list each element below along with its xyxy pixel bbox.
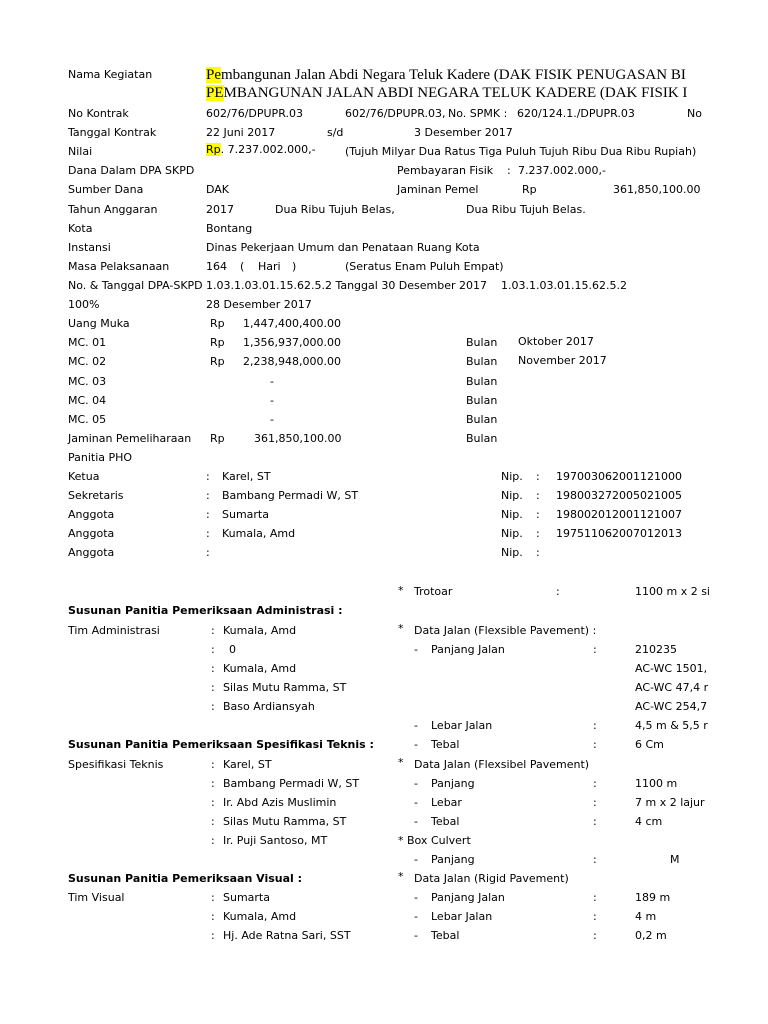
dash: -: [414, 777, 418, 790]
colon: :: [211, 929, 215, 942]
mc-month: Oktober 2017: [518, 335, 594, 348]
label-no: No: [687, 107, 702, 120]
kota-value: Bontang: [206, 222, 253, 235]
tanggal-start: 22 Juni 2017: [206, 126, 276, 139]
colon: :: [211, 643, 215, 656]
colon: :: [211, 815, 215, 828]
nip-label: Nip.: [501, 546, 523, 559]
rigid-panjang-value: 189 m: [635, 891, 671, 904]
label-dana-dpa: Dana Dalam DPA SKPD: [68, 164, 195, 177]
pho-name: Karel, ST: [222, 470, 271, 483]
colon: :: [593, 910, 597, 923]
pho-role: Anggota: [68, 546, 115, 559]
bulan: Bulan: [466, 375, 498, 388]
spek-member: Silas Mutu Ramma, ST: [223, 815, 347, 828]
label-no-kontrak: No Kontrak: [68, 107, 129, 120]
colon: :: [211, 796, 215, 809]
spek-member: Ir. Abd Azis Muslimin: [223, 796, 337, 809]
trotoar-value: 1100 m x 2 si: [635, 585, 710, 598]
paren-close: ): [292, 260, 297, 273]
flex2-lebar-value: 7 m x 2 lajur: [635, 796, 705, 809]
pho-nip: 198003272005021005: [556, 489, 682, 502]
colon: :: [556, 585, 560, 598]
flex-tebal-value: 6 Cm: [635, 738, 664, 751]
label-pembayaran-fisik: Pembayaran Fisik: [397, 164, 494, 177]
tahun-words2: Dua Ribu Tujuh Belas.: [466, 203, 586, 216]
rp: Rp: [210, 355, 225, 368]
label-nilai: Nilai: [68, 145, 93, 158]
label-tahun-anggaran: Tahun Anggaran: [68, 203, 158, 216]
colon: :: [593, 853, 597, 866]
bullet-star: *: [398, 870, 404, 883]
label-sumber-dana: Sumber Dana: [68, 183, 144, 196]
colon: :: [593, 891, 597, 904]
mc-label: MC. 03: [68, 375, 107, 388]
dpa-value: 1.03.1.03.01.15.62.5.2 Tanggal 30 Desember 2017: [206, 279, 488, 292]
label-masa-pelaksanaan: Masa Pelaksanaan: [68, 260, 170, 273]
visual-title: Susunan Panitia Pemeriksaan Visual :: [68, 872, 303, 885]
rp: Rp: [210, 336, 225, 349]
dpa-value2: 1.03.1.03.01.15.62.5.2: [501, 279, 627, 292]
pho-role: Sekretaris: [68, 489, 124, 502]
bulan: Bulan: [466, 432, 498, 445]
bullet-star: *: [398, 756, 404, 769]
rp-highlight: Rp: [206, 143, 221, 156]
colon: :: [593, 643, 597, 656]
colon: :: [206, 508, 210, 521]
tebal-label: Tebal: [431, 815, 460, 828]
nilai-amount: . 7.237.002.000,-: [220, 143, 316, 156]
bulan: Bulan: [466, 394, 498, 407]
pct-date: 28 Desember 2017: [206, 298, 312, 311]
flex2-title: Data Jalan (Flexsibel Pavement): [414, 758, 590, 771]
colon: :: [211, 891, 215, 904]
admin-member: Silas Mutu Ramma, ST: [223, 681, 347, 694]
colon: :: [211, 777, 215, 790]
colon: :: [593, 738, 597, 751]
dash: -: [414, 910, 418, 923]
dash: -: [270, 375, 274, 388]
admin-member: Kumala, Amd: [223, 624, 297, 637]
colon: :: [536, 508, 540, 521]
paren-open: (: [240, 260, 245, 273]
dash: -: [414, 853, 418, 866]
tahun-words: Dua Ribu Tujuh Belas,: [275, 203, 395, 216]
admin-label: Tim Administrasi: [68, 624, 160, 637]
project-title-line1: [206, 66, 686, 84]
pho-name: Bambang Permadi W, ST: [222, 489, 359, 502]
colon: :: [507, 164, 511, 177]
rigid-title: Data Jalan (Rigid Pavement): [414, 872, 569, 885]
no-kontrak-value: 602/76/DPUPR.03: [206, 107, 303, 120]
dash: -: [414, 929, 418, 942]
flex2-tebal-value: 4 cm: [635, 815, 663, 828]
colon: :: [211, 758, 215, 771]
admin-member: Kumala, Amd: [223, 662, 297, 675]
tebal-label: Tebal: [431, 738, 460, 751]
pho-nip: 198002012001121007: [556, 508, 682, 521]
spek-member: Ir. Puji Santoso, MT: [223, 834, 328, 847]
pho-title: Panitia PHO: [68, 451, 133, 464]
tebal-label: Tebal: [431, 929, 460, 942]
bullet-star: *: [398, 584, 404, 597]
dash: -: [414, 719, 418, 732]
hari: Hari: [258, 260, 281, 273]
masa-value: 164: [206, 260, 227, 273]
panjang-label: Panjang: [431, 777, 475, 790]
lebar-jalan-label: Lebar Jalan: [431, 719, 493, 732]
tahun-value: 2017: [206, 203, 234, 216]
colon: :: [211, 700, 215, 713]
spek-label: Spesifikasi Teknis: [68, 758, 164, 771]
mc-label: MC. 01: [68, 336, 107, 349]
pho-nip: 197511062007012013: [556, 527, 682, 540]
colon: :: [536, 489, 540, 502]
visual-member: Kumala, Amd: [223, 910, 297, 923]
jaminan-pemel-value: 361,850,100.00: [613, 183, 701, 196]
colon: :: [211, 834, 215, 847]
dash: -: [414, 815, 418, 828]
admin-title: Susunan Panitia Pemeriksaan Administrasi :: [68, 604, 343, 617]
colon: :: [536, 546, 540, 559]
bullet-star: *: [398, 622, 404, 635]
panjang-jalan-label: Panjang Jalan: [431, 891, 505, 904]
rigid-lebar-value: 4 m: [635, 910, 657, 923]
acwc-value: AC-WC 47,4 r: [635, 681, 709, 694]
label-jaminan-pemel: Jaminan Pemel: [397, 183, 479, 196]
pho-name: Sumarta: [222, 508, 269, 521]
colon: :: [593, 929, 597, 942]
dash: -: [270, 413, 274, 426]
box-title: * Box Culvert: [398, 834, 471, 847]
dash: -: [414, 738, 418, 751]
colon: :: [211, 662, 215, 675]
mc-month: November 2017: [518, 354, 607, 367]
mc-value: 2,238,948,000.00: [243, 355, 341, 368]
lebar-jalan-label: Lebar Jalan: [431, 910, 493, 923]
label-jaminan-pemeliharaan: Jaminan Pemeliharaan: [68, 432, 192, 445]
colon: :: [593, 777, 597, 790]
sumber-value: DAK: [206, 183, 230, 196]
mc-label: MC. 05: [68, 413, 107, 426]
nilai-words: (Tujuh Milyar Dua Ratus Tiga Puluh Tujuh Ribu Dua Ribu Rupiah): [345, 145, 697, 158]
nip-label: Nip.: [501, 470, 523, 483]
dash: -: [270, 394, 274, 407]
title-text: MBANGUNAN JALAN ABDI NEGARA TELUK KADERE (DAK FISIK I: [223, 85, 688, 101]
pho-role: Anggota: [68, 527, 115, 540]
flex2-panjang-value: 1100 m: [635, 777, 678, 790]
flex-lebar-value: 4,5 m & 5,5 r: [635, 719, 708, 732]
project-title-line2: [206, 84, 687, 102]
label-instansi: Instansi: [68, 241, 111, 254]
colon: :: [593, 796, 597, 809]
label-uang-muka: Uang Muka: [68, 317, 130, 330]
mc-value: 1,356,937,000.00: [243, 336, 341, 349]
bulan: Bulan: [466, 413, 498, 426]
admin-member: Baso Ardiansyah: [223, 700, 315, 713]
colon: :: [206, 470, 210, 483]
bulan: Bulan: [466, 355, 498, 368]
label-kota: Kota: [68, 222, 93, 235]
panjang-jalan-label: Panjang Jalan: [431, 643, 505, 656]
colon: :: [593, 719, 597, 732]
colon: :: [211, 624, 215, 637]
colon: :: [593, 815, 597, 828]
sd: s/d: [327, 126, 344, 139]
title-text: mbangunan Jalan Abdi Negara Teluk Kadere (DAK FISIK PENUGASAN BI: [221, 67, 686, 83]
rigid-tebal-value: 0,2 m: [635, 929, 667, 942]
tanggal-end: 3 Desember 2017: [414, 126, 513, 139]
colon: :: [206, 546, 210, 559]
mc-label: MC. 04: [68, 394, 107, 407]
title-highlight: Pe: [206, 67, 221, 83]
instansi-value: Dinas Pekerjaan Umum dan Penataan Ruang Kota: [206, 241, 480, 254]
dash: -: [414, 891, 418, 904]
trotoar-label: Trotoar: [414, 585, 453, 598]
label-pct: 100%: [68, 298, 100, 311]
spmk-value: 620/124.1./DPUPR.03: [517, 107, 635, 120]
acwc-value: AC-WC 1501,: [635, 662, 708, 675]
colon: :: [536, 470, 540, 483]
nip-label: Nip.: [501, 489, 523, 502]
rp: Rp: [210, 317, 225, 330]
pembayaran-value: 7.237.002.000,-: [518, 164, 606, 177]
rp: Rp: [210, 432, 225, 445]
label-tanggal-kontrak: Tanggal Kontrak: [68, 126, 157, 139]
lebar-label: Lebar: [431, 796, 462, 809]
box-panjang-value: M: [670, 853, 680, 866]
rp: Rp: [522, 183, 537, 196]
dash: -: [414, 643, 418, 656]
spek-member: Bambang Permadi W, ST: [223, 777, 360, 790]
masa-words: (Seratus Enam Puluh Empat): [345, 260, 504, 273]
visual-member: Hj. Ade Ratna Sari, SST: [223, 929, 351, 942]
flex-title: Data Jalan (Flexsible Pavement) :: [414, 624, 597, 637]
colon: :: [211, 681, 215, 694]
admin-member: 0: [229, 643, 236, 656]
no-kontrak-value2: 602/76/DPUPR.03,: [345, 107, 446, 120]
colon: :: [211, 910, 215, 923]
spek-title: Susunan Panitia Pemeriksaan Spesifikasi Teknis :: [68, 738, 374, 751]
title-highlight: PE: [206, 85, 224, 101]
nip-label: Nip.: [501, 508, 523, 521]
flex-panjang-value: 210235: [635, 643, 677, 656]
colon: :: [206, 527, 210, 540]
label-dpa-skpd: No. & Tanggal DPA-SKPD: [68, 279, 203, 292]
visual-member: Sumarta: [223, 891, 270, 904]
panjang-label: Panjang: [431, 853, 475, 866]
pho-nip: 197003062001121000: [556, 470, 682, 483]
uang-muka-value: 1,447,400,400.00: [243, 317, 341, 330]
dash: -: [414, 796, 418, 809]
spek-member: Karel, ST: [223, 758, 272, 771]
label-nama-kegiatan: Nama Kegiatan: [68, 68, 153, 81]
visual-label: Tim Visual: [68, 891, 125, 904]
nilai-value: [206, 143, 316, 157]
pho-name: Kumala, Amd: [222, 527, 296, 540]
jaminan-value: 361,850,100.00: [254, 432, 342, 445]
bulan: Bulan: [466, 336, 498, 349]
colon: :: [536, 527, 540, 540]
pho-role: Anggota: [68, 508, 115, 521]
colon: :: [206, 489, 210, 502]
mc-label: MC. 02: [68, 355, 107, 368]
pho-role: Ketua: [68, 470, 100, 483]
acwc-value: AC-WC 254,7: [635, 700, 708, 713]
label-no-spmk: No. SPMK :: [448, 107, 508, 120]
nip-label: Nip.: [501, 527, 523, 540]
